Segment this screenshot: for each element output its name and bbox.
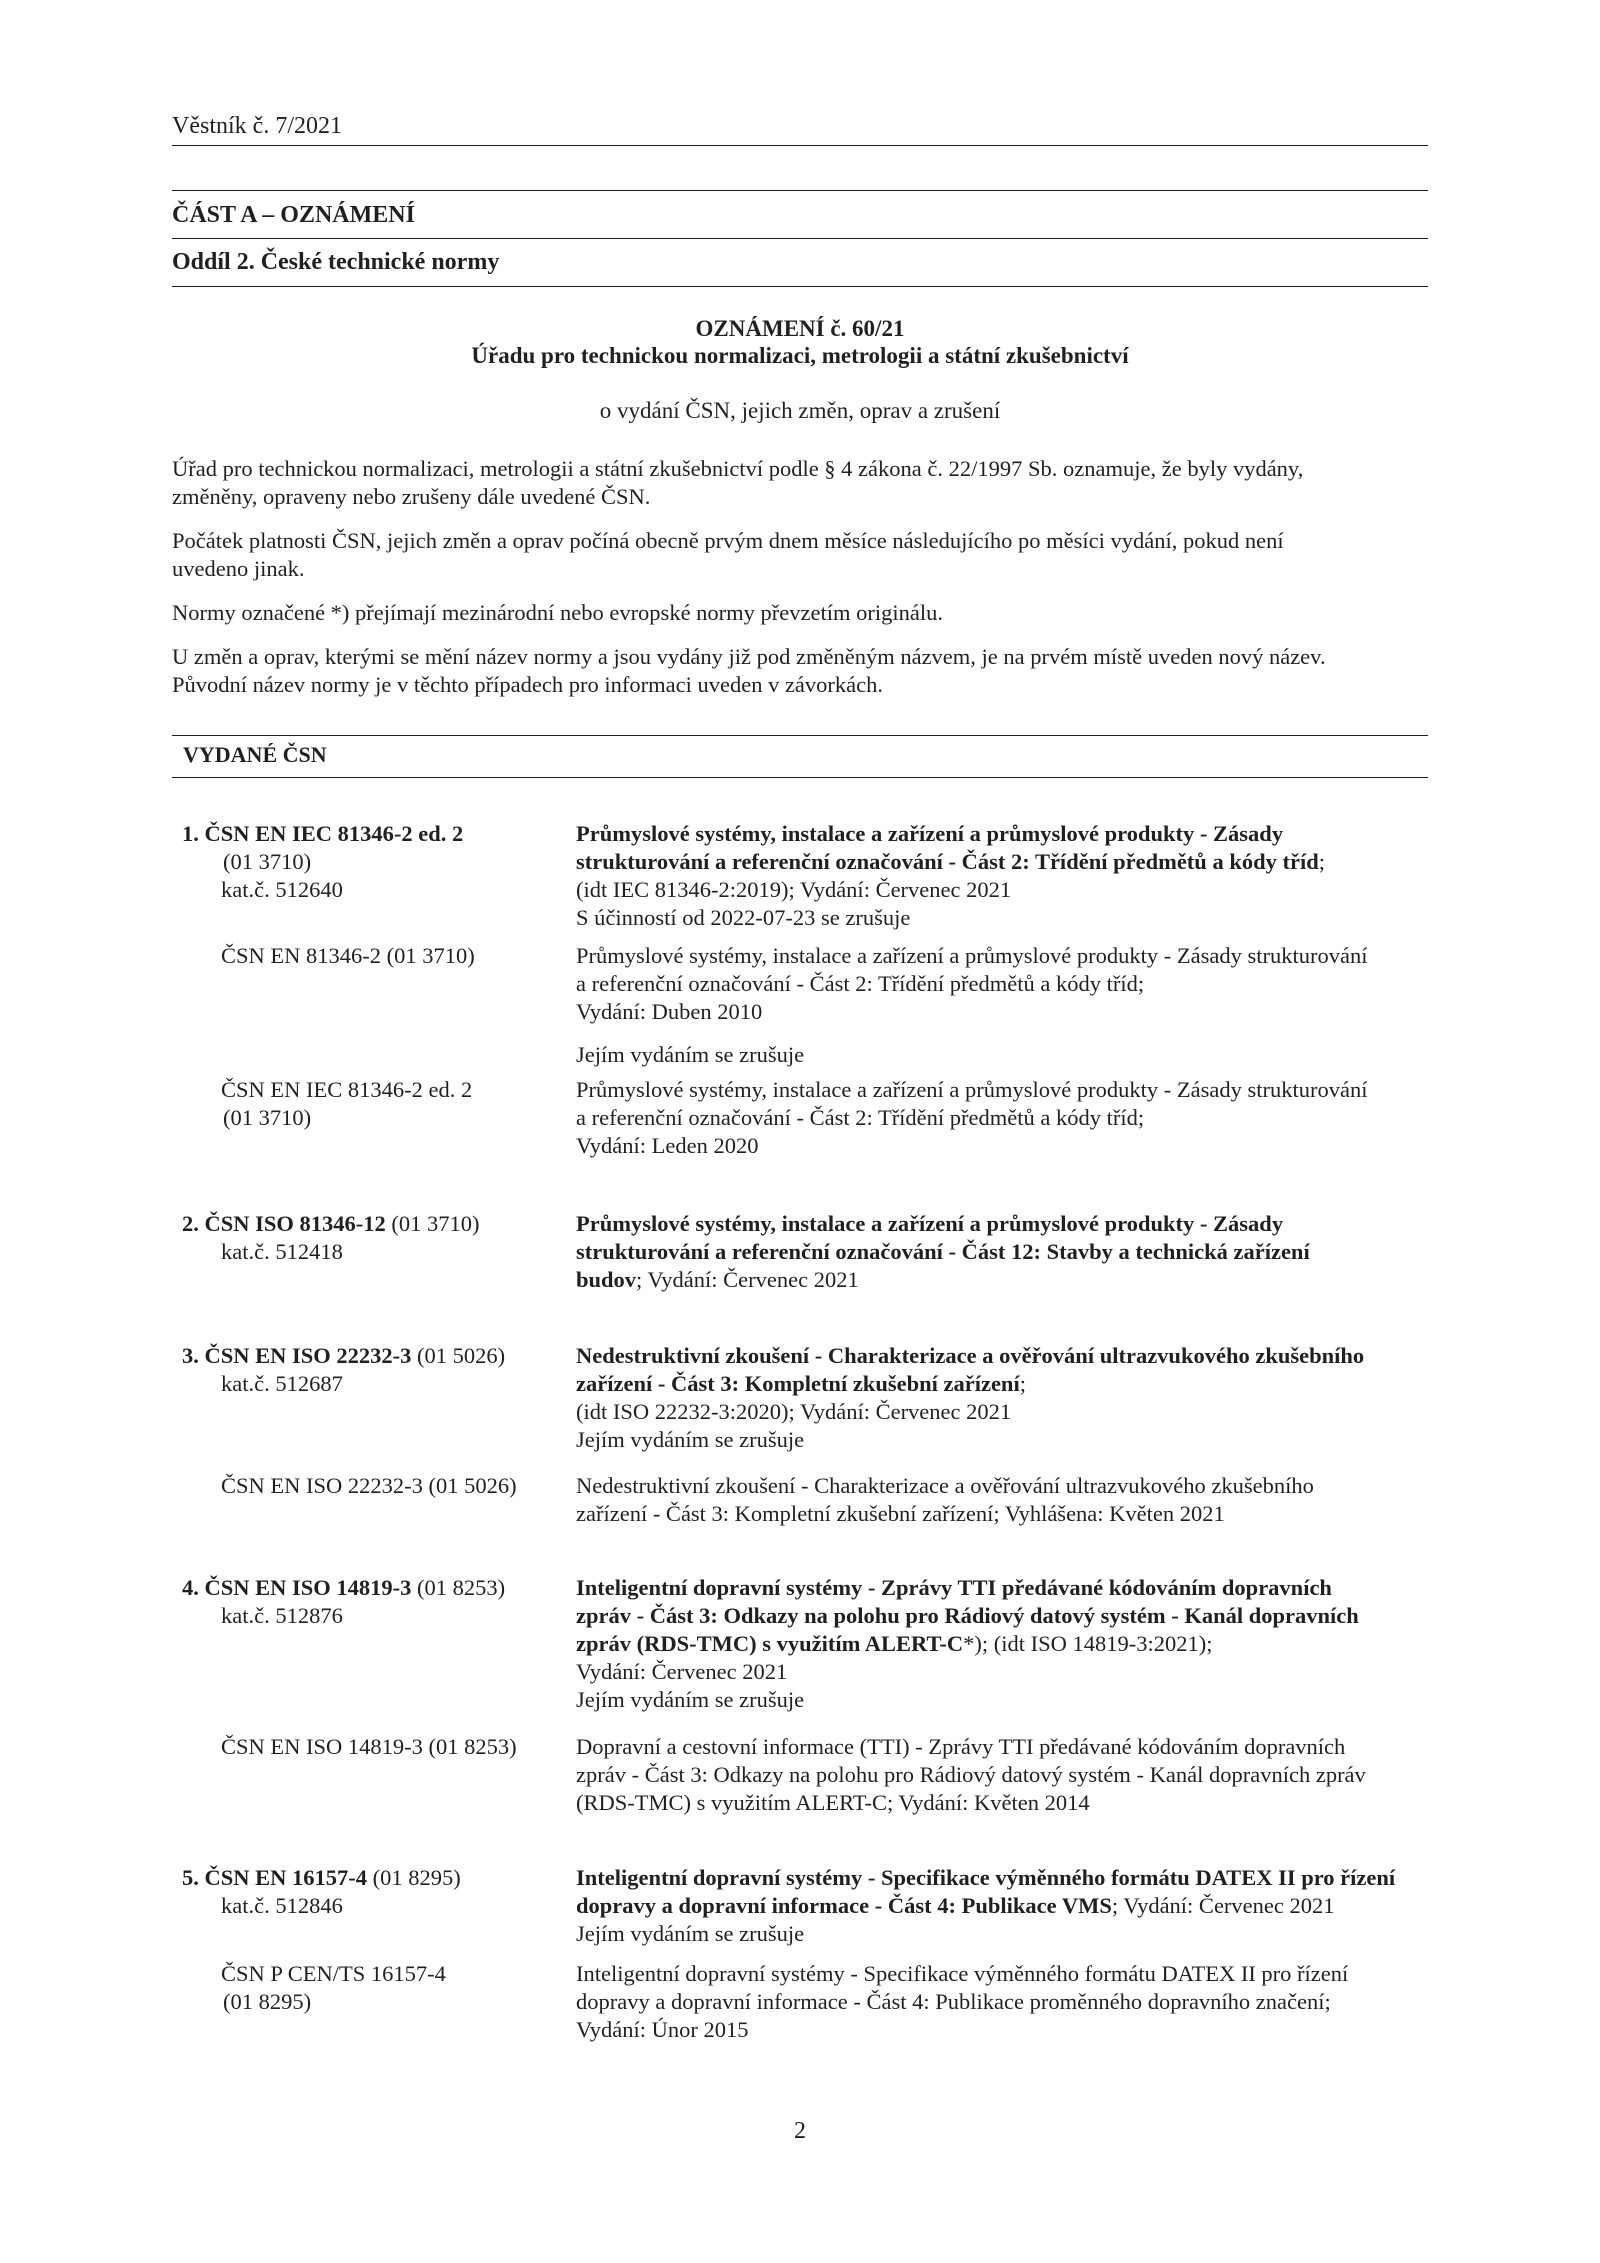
separator: ; <box>1019 1371 1026 1396</box>
page-number: 2 <box>794 2118 806 2144</box>
standard-class: (01 8253) <box>411 1575 506 1600</box>
issue-info: ; Vydání: Červenec 2021 <box>1111 1893 1335 1918</box>
standard-class: (01 3710) <box>385 1211 480 1236</box>
replaced-standard-details <box>576 1076 1436 1160</box>
standard-code: ČSN EN 16157-4 <box>204 1865 368 1890</box>
standard-title: a referenční označování - Část 2: Třídění předmětů a kódy tříd; <box>576 971 1145 996</box>
withdrawal-note: S účinností od 2022-07-23 se zrušuje <box>576 905 911 930</box>
intro-paragraph: Normy označené *) přejímají mezinárodní nebo evropské normy převzetím originálu. <box>172 600 943 625</box>
entry-number: 1. <box>182 821 199 846</box>
replaced-standard-code: ČSN P CEN/TS 16157-4 <box>221 1961 446 1986</box>
issue-info: (idt ISO 22232-3:2020); Vydání: Červenec 2021 <box>576 1399 1012 1424</box>
standard-class: (01 3710) <box>223 1105 312 1130</box>
announcement-subject: o vydání ČSN, jejich změn, oprav a zrušení <box>599 398 1001 423</box>
separator: ; <box>1318 849 1325 874</box>
standard-class: (01 5026) <box>411 1343 506 1368</box>
issue-info: Vydání: Duben 2010 <box>576 999 763 1024</box>
standard-title: Dopravní a cestovní informace (TTI) - Zprávy TTI předávané kódováním dopravních <box>576 1734 1346 1759</box>
replaced-standard-code: ČSN EN 81346-2 (01 3710) <box>221 943 475 968</box>
entry-1-details <box>576 820 1436 932</box>
issue-info: Vydání: Únor 2015 <box>576 2017 749 2042</box>
header-rule <box>172 145 1428 146</box>
issue-info: ; Vydání: Červenec 2021 <box>636 1267 859 1292</box>
replaced-standard-code: ČSN EN ISO 14819-3 (01 8253) <box>221 1734 517 1759</box>
issue-info: Vydání: Leden 2020 <box>576 1133 759 1158</box>
standard-title: strukturování a referenční označování - Část 2: Třídění předmětů a kódy tříd <box>576 849 1319 874</box>
subsection-rule <box>172 777 1428 778</box>
catalog-number: kat.č. 512418 <box>221 1239 343 1264</box>
entry-3-details <box>576 1342 1436 1454</box>
standard-class: (01 8295) <box>223 1989 312 2014</box>
standard-title: strukturování a referenční označování - Část 12: Stavby a technická zařízení <box>576 1239 1310 1264</box>
announcement-number: OZNÁMENÍ č. 60/21 <box>695 316 905 341</box>
standard-code: ČSN EN ISO 22232-3 <box>204 1343 412 1368</box>
standard-title: Nedestruktivní zkoušení - Charakterizace a ověřování ultrazvukového zkušebního <box>576 1473 1314 1498</box>
standard-title: budov <box>576 1267 637 1292</box>
standard-class: (01 8295) <box>367 1865 461 1890</box>
standard-title: Průmyslové systémy, instalace a zařízení a průmyslové produkty - Zásady <box>576 821 1284 846</box>
withdrawal-note: Jejím vydáním se zrušuje <box>576 1687 805 1712</box>
section-title: Oddíl 2. České technické normy <box>172 249 500 275</box>
entry-number: 4. <box>182 1575 199 1600</box>
standard-title: zařízení - Část 3: Kompletní zkušební zařízení <box>576 1371 1020 1396</box>
standard-title: Inteligentní dopravní systémy - Zprávy TTI předávané kódováním dopravních <box>576 1575 1332 1600</box>
standard-title: zpráv - Část 3: Odkazy na polohu pro Rádiový datový systém - Kanál dopravních zpráv <box>576 1762 1366 1787</box>
standard-title: Inteligentní dopravní systémy - Specifikace výměnného formátu DATEX II pro řízení <box>576 1865 1396 1890</box>
announcement-authority: Úřadu pro technickou normalizaci, metrologii a státní zkušebnictví <box>471 343 1129 368</box>
intro-paragraph <box>172 643 1428 699</box>
entry-4-code <box>182 1574 505 1602</box>
section-rule <box>172 238 1428 239</box>
paragraph-line: Původní název normy je v těchto případech pro informaci uveden v závorkách. <box>172 672 884 697</box>
section-rule <box>172 190 1428 191</box>
catalog-number: kat.č. 512876 <box>221 1603 343 1628</box>
standard-title: Inteligentní dopravní systémy - Specifikace výměnného formátu DATEX II pro řízení <box>576 1961 1349 1986</box>
standard-title: Nedestruktivní zkoušení - Charakterizace a ověřování ultrazvukového zkušebního <box>576 1343 1365 1368</box>
entry-5-code <box>182 1864 461 1892</box>
standard-title: dopravy a dopravní informace - Část 4: Publikace VMS <box>576 1893 1112 1918</box>
standard-title: a referenční označování - Část 2: Třídění předmětů a kódy tříd; <box>576 1105 1145 1130</box>
paragraph-line: Úřad pro technickou normalizaci, metrologii a státní zkušebnictví podle § 4 zákona č. 22/1997 Sb. oznamuje, že byly vydány, <box>172 456 1304 481</box>
issue-info: (idt IEC 81346-2:2019); Vydání: Červenec 2021 <box>576 877 1012 902</box>
withdrawal-note: Jejím vydáním se zrušuje <box>576 1042 805 1067</box>
paragraph-line: Počátek platnosti ČSN, jejich změn a oprav počíná obecně prvým dnem měsíce následujícího po měsíci vydání, pokud není <box>172 528 1284 553</box>
entry-3-code <box>182 1342 505 1370</box>
catalog-number: kat.č. 512846 <box>221 1893 343 1918</box>
issue-info: Vydání: Červenec 2021 <box>576 1659 788 1684</box>
issue-info: *); (idt ISO 14819-3:2021); <box>963 1631 1213 1656</box>
withdrawal-note: Jejím vydáním se zrušuje <box>576 1427 805 1452</box>
standard-title: zpráv - Část 3: Odkazy na polohu pro Rádiový datový systém - Kanál dopravních <box>576 1603 1359 1628</box>
entry-4-details <box>576 1574 1436 1714</box>
standard-code: ČSN ISO 81346-12 <box>204 1211 386 1236</box>
standard-title: zpráv (RDS-TMC) s využitím ALERT-C <box>576 1631 964 1656</box>
paragraph-line: U změn a oprav, kterými se mění název normy a jsou vydány již pod změněným názvem, je na prvém místě uveden nový název. <box>172 644 1326 669</box>
issued-heading: VYDANÉ ČSN <box>183 742 327 767</box>
intro-paragraph <box>172 455 1428 511</box>
paragraph-line: uvedeno jinak. <box>172 556 305 581</box>
catalog-number: kat.č. 512640 <box>221 877 343 902</box>
replaced-standard-details <box>576 942 1436 1026</box>
section-rule <box>172 286 1428 287</box>
catalog-number: kat.č. 512687 <box>221 1371 343 1396</box>
standard-title: zařízení - Část 3: Kompletní zkušební zařízení; Vyhlášena: Květen 2021 <box>576 1501 1225 1526</box>
intro-paragraph <box>172 527 1428 583</box>
subsection-rule <box>172 735 1428 736</box>
standard-title: dopravy a dopravní informace - Část 4: Publikace proměnného dopravního značení; <box>576 1989 1331 2014</box>
replaced-standard-details <box>576 1960 1436 2044</box>
standard-title: Průmyslové systémy, instalace a zařízení a průmyslové produkty - Zásady strukturování <box>576 1077 1368 1102</box>
entry-number: 5. <box>182 1865 199 1890</box>
replaced-standard-details <box>576 1733 1436 1817</box>
entry-2-details <box>576 1210 1436 1294</box>
issue-info: (RDS-TMC) s využitím ALERT-C; Vydání: Květen 2014 <box>576 1790 1090 1815</box>
replaced-standard-code: ČSN EN IEC 81346-2 ed. 2 <box>221 1077 473 1102</box>
entry-5-details <box>576 1864 1436 1948</box>
standard-title: Průmyslové systémy, instalace a zařízení a průmyslové produkty - Zásady <box>576 1211 1284 1236</box>
withdrawal-note: Jejím vydáním se zrušuje <box>576 1921 805 1946</box>
entry-1-code <box>182 820 463 848</box>
running-header: Věstník č. 7/2021 <box>172 113 342 139</box>
standard-title: Průmyslové systémy, instalace a zařízení a průmyslové produkty - Zásady strukturování <box>576 943 1368 968</box>
paragraph-line: změněny, opraveny nebo zrušeny dále uvedené ČSN. <box>172 484 651 509</box>
entry-2-code <box>182 1210 480 1238</box>
standard-class: (01 3710) <box>223 849 312 874</box>
entry-number: 3. <box>182 1343 199 1368</box>
replaced-standard-code: ČSN EN ISO 22232-3 (01 5026) <box>221 1473 517 1498</box>
part-title: ČÁST A – OZNÁMENÍ <box>172 202 415 228</box>
replaced-standard-details <box>576 1472 1436 1528</box>
standard-code: ČSN EN ISO 14819-3 <box>204 1575 412 1600</box>
entry-number: 2. <box>182 1211 199 1236</box>
standard-code: ČSN EN IEC 81346-2 ed. 2 <box>204 821 464 846</box>
